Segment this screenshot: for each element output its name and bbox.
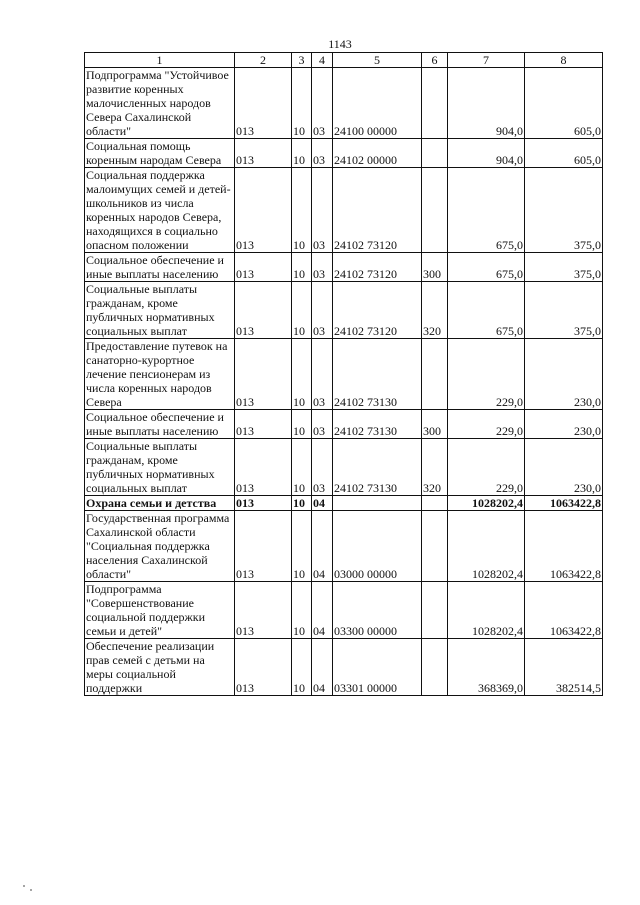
row-name: Подпрограмма "Совершенствование социальной поддержки семьи и детей" [85,582,235,639]
row-code-5: 24102 73120 [333,168,422,253]
row-code-2: 013 [235,339,292,410]
row-code-6 [422,582,448,639]
row-code-3: 10 [292,282,312,339]
row-code-2: 013 [235,496,292,511]
row-code-5: 03000 00000 [333,511,422,582]
row-code-6: 300 [422,253,448,282]
row-code-6: 320 [422,439,448,496]
row-code-6 [422,168,448,253]
col-header-1: 1 [85,53,235,68]
page-number: 1143 [328,37,352,51]
scan-speck [30,889,32,891]
row-code-3: 10 [292,339,312,410]
row-code-3: 10 [292,168,312,253]
table-row [85,282,603,339]
row-code-5: 03301 00000 [333,639,422,696]
row-amount-7: 368369,0 [448,639,525,696]
row-code-5 [333,496,422,511]
row-code-2: 013 [235,410,292,439]
row-code-5: 03300 00000 [333,582,422,639]
scan-speck [23,885,25,887]
row-code-6: 300 [422,410,448,439]
col-header-8: 8 [525,53,603,68]
row-name: Государственная программа Сахалинской области "Социальная поддержка населения Сахалинской области" [85,511,235,582]
row-amount-7: 1028202,4 [448,496,525,511]
row-code-3: 10 [292,253,312,282]
row-code-3: 10 [292,639,312,696]
row-amount-8: 605,0 [525,139,603,168]
budget-table [84,52,603,696]
row-code-2: 013 [235,639,292,696]
row-amount-7: 229,0 [448,410,525,439]
table-row [85,410,603,439]
col-header-6: 6 [422,53,448,68]
row-amount-8: 605,0 [525,68,603,139]
row-code-4: 04 [312,582,333,639]
row-code-4: 03 [312,68,333,139]
row-name: Подпрограмма "Устойчивое развитие коренных малочисленных народов Севера Сахалинской области" [85,68,235,139]
row-amount-8: 1063422,8 [525,511,603,582]
row-name: Социальные выплаты гражданам, кроме публичных нормативных социальных выплат [85,282,235,339]
row-code-4: 03 [312,168,333,253]
row-code-4: 04 [312,639,333,696]
table-row [85,639,603,696]
row-amount-8: 382514,5 [525,639,603,696]
header-row [85,53,603,68]
row-code-6: 320 [422,282,448,339]
row-code-4: 04 [312,496,333,511]
row-code-5: 24102 00000 [333,139,422,168]
table-row [85,496,603,511]
row-code-2: 013 [235,253,292,282]
row-amount-8: 375,0 [525,253,603,282]
row-name: Социальная помощь коренным народам Севера [85,139,235,168]
row-amount-8: 375,0 [525,282,603,339]
row-code-3: 10 [292,68,312,139]
table-row [85,439,603,496]
table-row [85,511,603,582]
row-name: Обеспечение реализации прав семей с детьми на меры социальной поддержки [85,639,235,696]
row-code-3: 10 [292,139,312,168]
row-amount-8: 1063422,8 [525,496,603,511]
row-name: Социальные выплаты гражданам, кроме публичных нормативных социальных выплат [85,439,235,496]
row-amount-7: 1028202,4 [448,582,525,639]
row-code-3: 10 [292,496,312,511]
row-name: Охрана семьи и детства [85,496,235,511]
col-header-4: 4 [312,53,333,68]
row-amount-8: 230,0 [525,439,603,496]
table-row [85,253,603,282]
row-amount-7: 904,0 [448,68,525,139]
row-code-2: 013 [235,139,292,168]
row-amount-7: 675,0 [448,253,525,282]
col-header-7: 7 [448,53,525,68]
col-header-3: 3 [292,53,312,68]
row-code-5: 24102 73120 [333,282,422,339]
table-row [85,68,603,139]
row-code-5: 24102 73130 [333,439,422,496]
row-code-2: 013 [235,168,292,253]
row-code-6 [422,496,448,511]
row-code-5: 24102 73120 [333,253,422,282]
row-amount-7: 675,0 [448,168,525,253]
row-code-6 [422,139,448,168]
row-amount-7: 675,0 [448,282,525,339]
row-code-4: 03 [312,339,333,410]
row-amount-7: 229,0 [448,339,525,410]
row-code-4: 03 [312,139,333,168]
row-code-4: 03 [312,439,333,496]
row-code-4: 03 [312,253,333,282]
row-code-6 [422,339,448,410]
row-amount-8: 230,0 [525,410,603,439]
row-amount-7: 1028202,4 [448,511,525,582]
row-code-4: 03 [312,282,333,339]
col-header-5: 5 [333,53,422,68]
row-code-6 [422,511,448,582]
row-code-2: 013 [235,282,292,339]
row-code-2: 013 [235,582,292,639]
row-code-4: 04 [312,511,333,582]
row-code-6 [422,68,448,139]
row-code-6 [422,639,448,696]
table-row [85,582,603,639]
row-code-5: 24102 73130 [333,410,422,439]
row-code-2: 013 [235,439,292,496]
row-code-3: 10 [292,410,312,439]
row-amount-8: 1063422,8 [525,582,603,639]
col-header-2: 2 [235,53,292,68]
table-row [85,339,603,410]
row-amount-7: 229,0 [448,439,525,496]
row-name: Социальная поддержка малоимущих семей и детей-школьников из числа коренных народов Севера, находящихся в социально опасном положении [85,168,235,253]
table-row [85,139,603,168]
row-code-3: 10 [292,439,312,496]
row-name: Социальное обеспечение и иные выплаты населению [85,410,235,439]
row-code-3: 10 [292,582,312,639]
table-row [85,168,603,253]
row-name: Предоставление путевок на санаторно-курортное лечение пенсионерам из числа коренных народов Севера [85,339,235,410]
row-code-2: 013 [235,68,292,139]
row-code-5: 24102 73130 [333,339,422,410]
row-name: Социальное обеспечение и иные выплаты населению [85,253,235,282]
row-code-4: 03 [312,410,333,439]
row-amount-8: 230,0 [525,339,603,410]
row-code-2: 013 [235,511,292,582]
row-code-5: 24100 00000 [333,68,422,139]
row-code-3: 10 [292,511,312,582]
row-amount-8: 375,0 [525,168,603,253]
row-amount-7: 904,0 [448,139,525,168]
